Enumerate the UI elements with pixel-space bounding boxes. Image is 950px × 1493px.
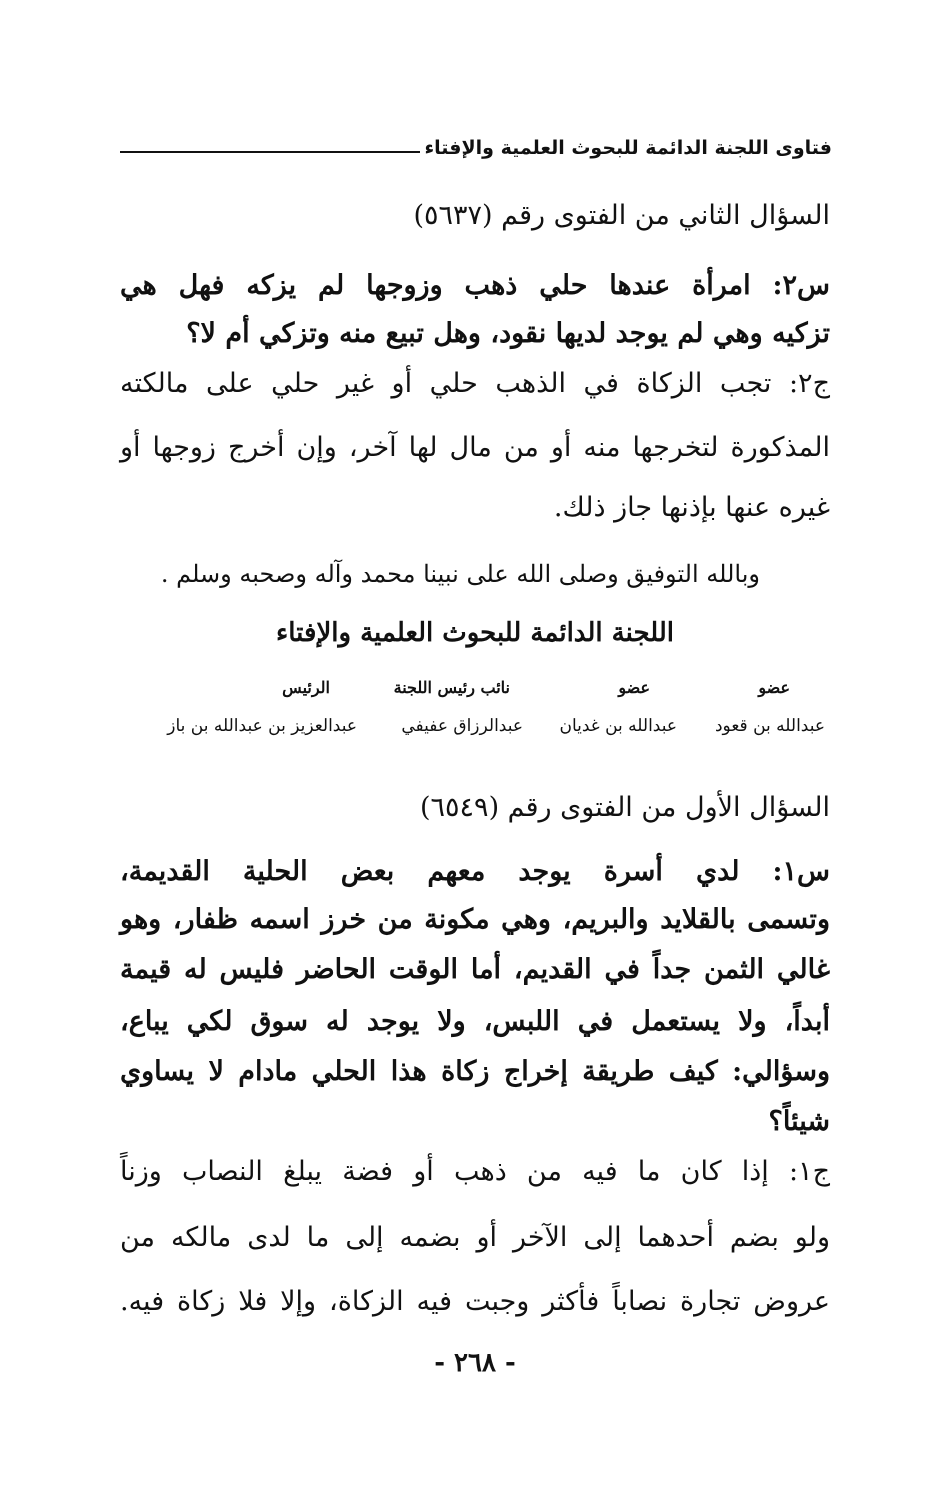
question-2-line: س٢: امرأة عندها حلي ذهب وزوجها لم يزكه فهل هي bbox=[120, 270, 830, 301]
running-header bbox=[120, 128, 832, 168]
answer-2-line: غيره عنها بإذنها جاز ذلك. bbox=[553, 492, 830, 523]
question-1-line: س١: لدي أسرة يوجد معهم بعض الحلية القديمة، bbox=[120, 856, 830, 887]
closing-prayer: وبالله التوفيق وصلى الله على نبينا محمد وآله وصحبه وسلم . bbox=[160, 560, 760, 588]
question-1-line: شيئاً؟ bbox=[768, 1106, 830, 1137]
header-rule bbox=[120, 151, 420, 153]
page-number: - ٢٦٨ - bbox=[434, 1348, 516, 1378]
committee-name: اللجنة الدائمة للبحوث العلمية والإفتاء bbox=[276, 618, 674, 648]
answer-1-line: عروض تجارة نصاباً فأكثر وجبت فيه الزكاة، وإلا فلا زكاة فيه. bbox=[120, 1286, 830, 1317]
question-2-line: تزكيه وهي لم يوجد لديها نقود، وهل تبيع منه وتزكي أم لا؟ bbox=[186, 318, 830, 349]
signatory-names bbox=[115, 716, 825, 746]
answer-1-line: ولو بضم أحدهما إلى الآخر أو بضمه إلى ما لدى مالكه من bbox=[120, 1222, 830, 1253]
answer-2-line: ج٢: تجب الزكاة في الذهب حلي أو غير حلي على مالكته bbox=[120, 368, 830, 399]
signatory-name: عبدالرزاق عفيفي bbox=[401, 716, 523, 736]
signatory-name: عبدالله بن غديان bbox=[559, 716, 677, 736]
question-1-line: غالي الثمن جداً في القديم، أما الوقت الحاضر فليس له قيمة bbox=[120, 954, 830, 985]
answer-2-line: المذكورة لتخرجها منه أو من مال لها آخر، وإن أخرج زوجها أو bbox=[120, 432, 830, 463]
signatory-title: عضو bbox=[758, 678, 790, 697]
running-title: فتاوى اللجنة الدائمة للبحوث العلمية والإفتاء bbox=[424, 137, 832, 159]
question-2-heading: السؤال الثاني من الفتوى رقم (٥٦٣٧) bbox=[413, 200, 830, 231]
signatory-title: نائب رئيس اللجنة bbox=[393, 678, 510, 697]
signatory-name: عبدالله بن قعود bbox=[714, 716, 825, 736]
signatory-titles bbox=[118, 678, 830, 708]
signatory-title: عضو bbox=[618, 678, 650, 697]
answer-1-line: ج١: إذا كان ما فيه من ذهب أو فضة يبلغ النصاب وزناً bbox=[120, 1156, 830, 1187]
signatory-name: عبدالعزيز بن عبدالله بن باز bbox=[167, 716, 357, 736]
question-1-heading: السؤال الأول من الفتوى رقم (٦٥٤٩) bbox=[420, 792, 830, 823]
question-1-line: وسؤالي: كيف طريقة إخراج زكاة هذا الحلي مادام لا يساوي bbox=[120, 1056, 830, 1087]
question-1-line: وتسمى بالقلايد والبريم، وهي مكونة من خرز اسمه ظفار، وهو bbox=[120, 904, 830, 935]
question-1-line: أبداً، ولا يستعمل في اللبس، ولا يوجد له سوق لكي يباع، bbox=[120, 1006, 830, 1037]
signatory-title: الرئيس bbox=[282, 678, 330, 697]
